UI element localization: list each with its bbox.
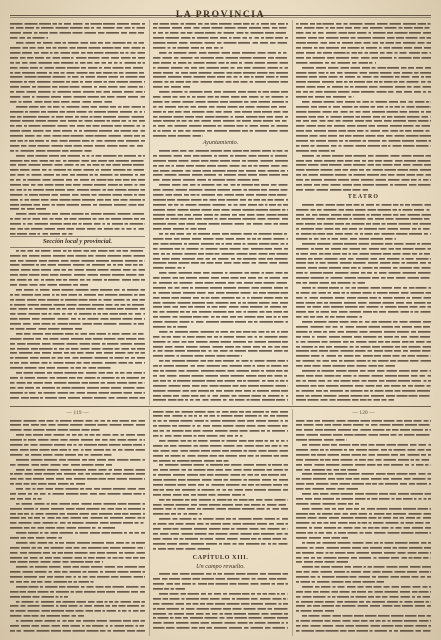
paragraph-group [10,248,145,400]
paragraph [153,148,288,182]
paragraph [10,370,145,399]
paragraph [296,491,431,506]
paragraph [10,21,145,41]
paragraph [296,565,431,585]
paragraph [153,329,288,358]
paragraph-group [296,21,431,192]
section-heading-teatro: TEATRO [347,194,380,201]
folletin-column-middle [153,409,288,636]
paragraph [153,517,288,551]
paragraph [153,21,288,50]
paragraph [10,530,145,540]
column-separator [149,20,150,405]
paragraph [153,497,288,517]
paragraph [10,212,145,236]
folio-number-right: — 120 — [352,410,375,416]
paragraph [153,271,288,330]
paragraph [296,368,431,402]
paragraph [10,248,145,287]
text-line [296,398,394,403]
news-column-right [296,21,431,405]
paragraph [10,104,145,153]
paragraph [10,486,145,501]
news-column-middle [153,21,288,405]
paragraph [10,584,145,599]
folletin-divider [10,406,431,407]
masthead-title: LA PROVINCIA [175,10,266,20]
text-line [10,231,73,236]
paragraph [10,287,145,331]
paragraph [296,285,431,319]
paragraph [296,614,431,634]
paragraph [153,359,288,403]
text-line [296,187,368,192]
column-separator [292,409,293,636]
text-line [153,546,211,551]
section-heading-local: Sección local y provincial. [10,236,145,248]
text-line [10,395,145,400]
masthead [10,2,431,20]
paragraph [296,202,431,241]
folletin-column-right [296,409,431,636]
text-line [153,626,288,631]
folletin-column-left [10,409,145,636]
paragraph [153,183,288,232]
paragraph-group [10,418,145,633]
paragraph [153,463,288,497]
chapter-heading: CAPÍTULO XIII. [192,553,249,561]
paragraph [153,438,288,462]
paragraph [10,599,145,619]
text-line [10,628,145,633]
paragraph [296,320,431,369]
paragraph [10,153,145,212]
chapter-title: Un campo revuelto. [196,562,245,570]
paragraph [10,457,145,467]
paragraph [10,41,145,105]
paragraph [10,331,145,370]
paragraph [10,619,145,634]
paragraph [10,501,145,530]
paragraph [296,99,431,153]
masthead-rule [10,15,431,18]
paragraph [296,584,431,613]
paragraph [10,418,145,433]
paragraph [153,232,288,271]
paragraph-group [153,21,288,138]
paragraph [296,21,431,65]
paragraph-group [296,418,431,633]
text-line [153,133,203,138]
text-line [153,398,288,403]
paragraph [153,572,288,592]
paragraph [296,506,431,540]
paragraph-group [153,409,288,551]
section-heading-ayuntamiento: Ayuntamiento. [202,139,239,147]
paragraph-group [153,572,288,631]
paragraph [10,433,145,457]
paragraph [153,409,288,438]
column-separator [149,409,150,636]
paragraph [296,65,431,99]
paragraph [10,565,145,585]
paragraph [296,442,431,471]
paragraph-group [296,202,431,403]
paragraph-group [10,21,145,236]
paragraph [296,153,431,192]
folio-number-left: — 119 — [66,410,89,416]
column-separator [292,20,293,405]
paragraph [153,89,288,138]
news-column-left [10,21,145,405]
paragraph [10,467,145,487]
paragraph [10,540,145,564]
paragraph [153,50,288,89]
paragraph [296,241,431,285]
paragraph [296,472,431,492]
paragraph [153,591,288,630]
paragraph [296,540,431,564]
paragraph [296,418,431,442]
paragraph-group [153,148,288,402]
text-line [296,628,431,633]
